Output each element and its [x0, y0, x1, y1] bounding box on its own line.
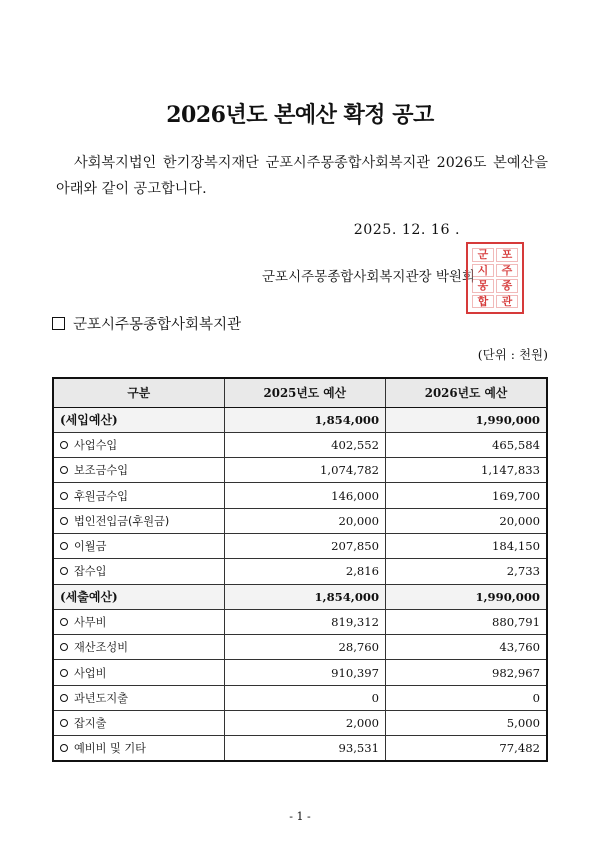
row-category [53, 711, 224, 736]
budget-table-body [53, 407, 547, 761]
row-category [53, 533, 224, 558]
budget-y2025: 28,760 [224, 635, 385, 660]
table-row [53, 533, 547, 558]
unit-label: (단위 : 천원) [477, 347, 548, 362]
budget-y2026: 1,990,000 [386, 407, 547, 432]
budget-table [52, 377, 548, 762]
budget-y2026: 20,000 [386, 508, 547, 533]
row-category [53, 609, 224, 634]
budget-y2025: 819,312 [224, 609, 385, 634]
circle-bullet-icon [60, 618, 68, 626]
budget-y2026: 5,000 [386, 711, 547, 736]
table-group-row [53, 407, 547, 432]
announcement-body: 사회복지법인 한기장복지재단 군포시주몽종합사회복지관 2026도 본예산을 아래와 같이 공고합니다. [56, 155, 548, 197]
table-header-row [53, 378, 547, 407]
circle-bullet-icon [60, 669, 68, 677]
column-header-2026: 2026년도 예산 [386, 378, 547, 407]
row-label: 잡수입 [74, 565, 107, 579]
table-row [53, 432, 547, 457]
circle-bullet-icon [60, 744, 68, 752]
seal-character: 시 [472, 264, 494, 278]
circle-bullet-icon [60, 466, 68, 474]
row-label: 재산조성비 [74, 641, 129, 655]
circle-bullet-icon [60, 643, 68, 651]
budget-y2026: 43,760 [386, 635, 547, 660]
row-label: 후원금수입 [74, 489, 129, 503]
row-category [53, 407, 224, 432]
table-row [53, 609, 547, 634]
row-category [53, 432, 224, 457]
budget-y2026: 880,791 [386, 609, 547, 634]
section-title: 군포시주몽종합사회복지관 [73, 317, 242, 333]
row-label: 법인전입금(후원금) [74, 514, 170, 528]
budget-y2025: 2,000 [224, 711, 385, 736]
budget-y2025: 402,552 [224, 432, 385, 457]
circle-bullet-icon [60, 441, 68, 449]
circle-bullet-icon [60, 517, 68, 525]
budget-y2026: 1,990,000 [386, 584, 547, 609]
budget-y2025: 1,854,000 [224, 407, 385, 432]
circle-bullet-icon [60, 542, 68, 550]
budget-y2025: 20,000 [224, 508, 385, 533]
column-header-category: 구분 [53, 378, 224, 407]
budget-y2025: 2,816 [224, 559, 385, 584]
announcement-date: 2025. 12. 16 . [353, 222, 460, 238]
table-row [53, 508, 547, 533]
table-row [53, 559, 547, 584]
circle-bullet-icon [60, 567, 68, 575]
budget-y2026: 77,482 [386, 736, 547, 761]
circle-bullet-icon [60, 719, 68, 727]
budget-y2026: 0 [386, 685, 547, 710]
row-category [53, 736, 224, 761]
row-label: (세입예산) [60, 413, 118, 428]
table-row [53, 635, 547, 660]
seal-character: 종 [496, 279, 518, 293]
seal-character: 군 [472, 248, 494, 262]
seal-character: 포 [496, 248, 518, 262]
row-label: 이월금 [74, 540, 107, 554]
row-category [53, 483, 224, 508]
table-row [53, 711, 547, 736]
row-category [53, 685, 224, 710]
row-label: 사업비 [74, 666, 107, 680]
column-header-2025: 2025년도 예산 [224, 378, 385, 407]
budget-y2025: 1,074,782 [224, 458, 385, 483]
table-group-row [53, 584, 547, 609]
announcement-text [56, 150, 548, 202]
table-row [53, 483, 547, 508]
section-heading [52, 313, 241, 334]
seal-character: 주 [496, 264, 518, 278]
row-label: 과년도지출 [74, 691, 129, 705]
row-category [53, 660, 224, 685]
row-label: 보조금수입 [74, 464, 129, 478]
row-category [53, 458, 224, 483]
official-seal-stamp [466, 242, 524, 314]
row-label: 사업수입 [74, 438, 118, 452]
budget-y2026: 1,147,833 [386, 458, 547, 483]
budget-y2026: 184,150 [386, 533, 547, 558]
budget-y2025: 93,531 [224, 736, 385, 761]
row-label: 사무비 [74, 616, 107, 630]
budget-y2025: 910,397 [224, 660, 385, 685]
row-label: 예비비 및 기타 [74, 742, 146, 756]
square-bullet-icon [52, 317, 65, 330]
table-row [53, 685, 547, 710]
budget-y2025: 146,000 [224, 483, 385, 508]
signer-name: 군포시주몽종합사회복지관장 박원희 [262, 269, 475, 285]
row-label: (세출예산) [60, 590, 118, 605]
budget-y2025: 207,850 [224, 533, 385, 558]
table-row [53, 736, 547, 761]
seal-character: 몽 [472, 279, 494, 293]
row-category [53, 584, 224, 609]
budget-y2025: 1,854,000 [224, 584, 385, 609]
row-category [53, 508, 224, 533]
table-row [53, 458, 547, 483]
budget-y2025: 0 [224, 685, 385, 710]
budget-y2026: 169,700 [386, 483, 547, 508]
budget-y2026: 982,967 [386, 660, 547, 685]
budget-y2026: 465,584 [386, 432, 547, 457]
document-title: 2026년도 본예산 확정 공고 [166, 102, 434, 128]
budget-y2026: 2,733 [386, 559, 547, 584]
seal-character: 관 [496, 295, 518, 309]
row-category [53, 559, 224, 584]
row-category [53, 635, 224, 660]
row-label: 잡지출 [74, 717, 107, 731]
page-number: - 1 - [289, 810, 311, 823]
table-row [53, 660, 547, 685]
seal-character: 합 [472, 295, 494, 309]
circle-bullet-icon [60, 492, 68, 500]
circle-bullet-icon [60, 694, 68, 702]
